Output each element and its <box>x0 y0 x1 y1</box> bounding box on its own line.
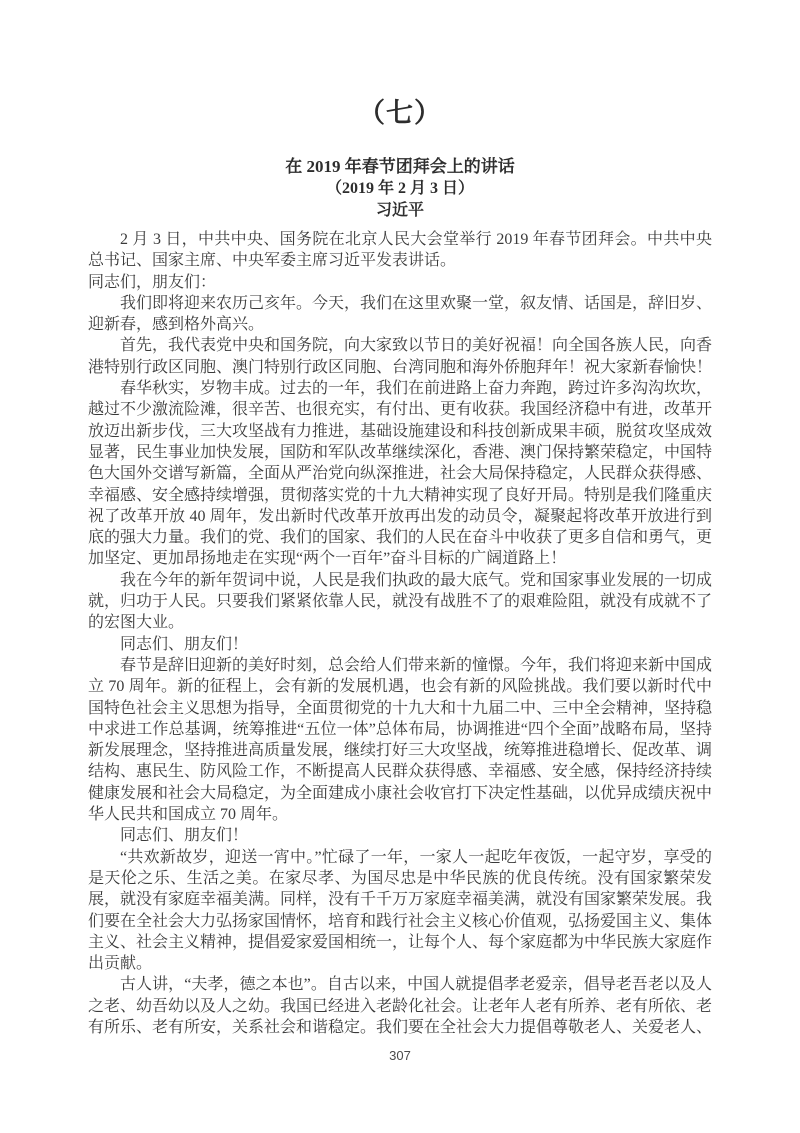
paragraph: 我们即将迎来农历己亥年。今天，我们在这里欢聚一堂，叙友情、话国是，辞旧岁、迎新春，感到格外高兴。 <box>88 294 713 334</box>
paragraph: 春华秋实，岁物丰成。过去的一年，我们在前进路上奋力奔跑，跨过许多沟沟坎坎，越过不少激流险滩，很辛苦、也很充实，有付出、更有收获。我国经济稳中有进，改革开放迈出新步伐，三大攻坚战有力推进，基础设施建设和科技创新成果丰硕，脱贫攻坚成效显著，民生事业加快发展，国防和军队改革继续深化，香港、澳门保持繁荣稳定，中国特色大国外交谱写新篇，全面从严治党向纵深推进，社会大局保持稳定，人民群众获得感、幸福感、安全感持续增强，贯彻落实党的十九大精神实现了良好开局。特别是我们隆重庆祝了改革开放 40 周年，发出新时代改革开放再出发的动员令，凝聚起将改革开放进行到底的强大力量。我们的党、我们的国家、我们的人民在奋斗中收获了更多自信和勇气，更加坚定、更加昂扬地走在实现“两个一百年”奋斗目标的广阔道路上！ <box>88 380 713 568</box>
paragraph: 古人讲，“夫孝，德之本也”。自古以来，中国人就提倡孝老爱亲，倡导老吾老以及人之老、幼吾幼以及人之幼。我国已经进入老龄化社会。让老年人老有所养、老有所依、老有所乐、老有所安，关系社会和谐稳定。我们要在全社会大力提倡尊敬老人、关爱老人、 <box>88 976 713 1036</box>
document-date: （2019 年 2 月 3 日） <box>325 180 474 197</box>
document-author: 习近平 <box>375 202 424 219</box>
paragraph: 首先，我代表党中央和国务院，向大家致以节日的美好祝福！向全国各族人民，向香港特别行政区同胞、澳门特别行政区同胞、台湾同胞和海外侨胞拜年！祝大家新春愉快！ <box>88 337 713 376</box>
paragraph: 同志们，朋友们： <box>88 273 217 291</box>
paragraph: 同志们、朋友们！ <box>120 827 249 845</box>
document-content <box>88 98 712 1038</box>
paragraph: 春节是辞旧迎新的美好时刻，总会给人们带来新的憧憬。今年，我们将迎来新中国成立 70 周年。新的征程上，会有新的发展机遇，也会有新的风险挑战。我们要以新时代中国特色社会主义思想为指导，全面贯彻党的十九大和十九届二中、三中全会精神，坚持稳中求进工作总基调，统筹推进“五位一体”总体布局，协调推进“四个全面”战略布局，坚持新发展理念，坚持推进高质量发展，继续打好三大攻坚战，统筹推进稳增长、促改革、调结构、惠民生、防风险工作，不断提高人民群众获得感、幸福感、安全感，保持经济持续健康发展和社会大局稳定，为全面建成小康社会收官打下决定性基础，以优异成绩庆祝中华人民共和国成立 70 周年。 <box>88 656 713 824</box>
section-number: （七） <box>358 98 442 128</box>
document-title: 在 2019 年春节团拜会上的讲话 <box>285 157 515 176</box>
paragraph: 我在今年的新年贺词中说，人民是我们执政的最大底气。党和国家事业发展的一切成就，归功于人民。只要我们紧紧依靠人民，就没有战胜不了的艰难险阻，就没有成就不了的宏图大业。 <box>88 571 713 632</box>
paragraph: 同志们、朋友们！ <box>120 635 249 653</box>
paragraph: 2 月 3 日，中共中央、国务院在北京人民大会堂举行 2019 年春节团拜会。中共中央总书记、国家主席、中央军委主席习近平发表讲话。 <box>88 231 712 270</box>
paragraph: “共欢新故岁，迎送一宵中。”忙碌了一年，一家人一起吃年夜饭，一起守岁，享受的是天伦之乐、生活之美。在家尽孝、为国尽忠是中华民族的优良传统。没有国家繁荣发展，就没有家庭幸福美满。同样，没有千千万万家庭幸福美满，就没有国家繁荣发展。我们要在全社会大力弘扬家国情怀，培育和践行社会主义核心价值观，弘扬爱国主义、集体主义、社会主义精神，提倡爱家爱国相统一，让每个人、每个家庭都为中华民族大家庭作出贡献。 <box>88 848 713 973</box>
page-number: 307 <box>389 1048 411 1063</box>
document-body <box>88 229 712 1038</box>
